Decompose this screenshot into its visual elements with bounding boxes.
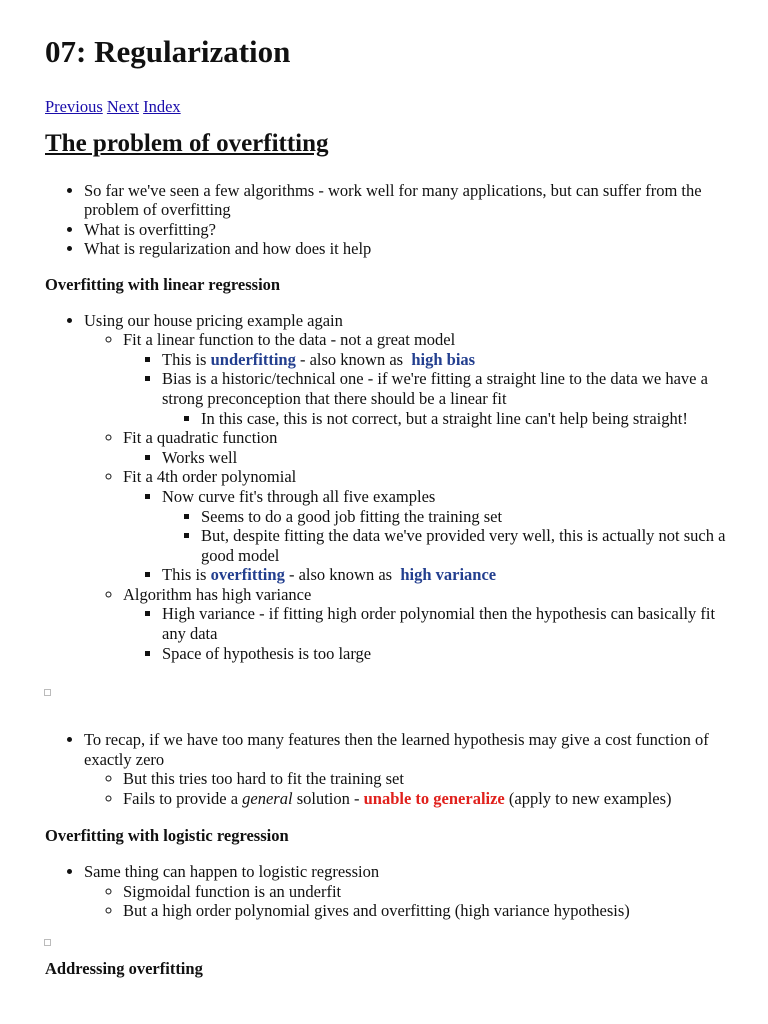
next-link[interactable]: Next <box>106 97 139 116</box>
index-link[interactable]: Index <box>143 97 181 116</box>
recap-list <box>45 730 735 808</box>
underfitting-term: underfitting <box>210 349 296 369</box>
list-item: ◦ Sigmoidal function is an underfit <box>123 882 735 902</box>
list-item: ▪ Seems to do a good job fitting the training set <box>201 507 735 527</box>
list-item <box>162 369 735 428</box>
heading-addressing-overfitting: Addressing overfitting <box>45 959 203 978</box>
list-item <box>123 330 735 428</box>
intro-list <box>45 181 735 259</box>
list-item <box>84 730 735 808</box>
linear-list <box>45 311 735 664</box>
item-text: Fit a linear function to the data - not a great model <box>123 330 456 350</box>
list-item: • So far we've seen a few algorithms - work well for many applications, but can suffer from the problem of overfitting <box>84 181 735 220</box>
list-item <box>123 789 735 809</box>
item-text: Using our house pricing example again <box>84 310 343 330</box>
list-item: ▪ Works well <box>162 448 735 468</box>
item-text: - also known as <box>288 565 393 585</box>
broken-image-1 <box>45 681 735 701</box>
previous-link[interactable]: Previous <box>45 97 103 116</box>
item-text: Bias is a historic/technical one - if we're fitting a straight line to the data we have a strong preconception that there should be a linear fit <box>162 369 708 408</box>
item-text: (apply to new examples) <box>508 789 672 809</box>
broken-image-2 <box>45 931 735 951</box>
page-navigation <box>45 97 735 117</box>
list-item <box>123 585 735 663</box>
overfitting-term: overfitting <box>210 565 285 585</box>
list-item <box>123 467 735 585</box>
item-text: Same thing can happen to logistic regression <box>84 862 380 882</box>
list-item <box>123 428 735 467</box>
list-item: • What is overfitting? <box>84 220 735 240</box>
list-item <box>84 311 735 664</box>
item-text: To recap, if we have too many features then the learned hypothesis may give a cost function of exactly zero <box>84 730 709 769</box>
heading-logistic-regression: Overfitting with logistic regression <box>45 825 289 845</box>
list-item <box>84 862 735 921</box>
list-item: ◦ But a high order polynomial gives and overfitting (high variance hypothesis) <box>123 901 735 921</box>
list-item <box>162 487 735 565</box>
page-title: 07: Regularization <box>45 34 291 69</box>
item-text: This is <box>162 349 207 369</box>
list-item: ◦ But this tries too hard to fit the training set <box>123 769 735 789</box>
list-item: ▪ Space of hypothesis is too large <box>162 644 735 664</box>
item-text: This is <box>162 565 207 585</box>
section-title: The problem of overfitting <box>45 129 329 157</box>
list-item: ▪ But, despite fitting the data we've provided very well, this is actually not such a good model <box>201 526 735 565</box>
broken-image-icon <box>44 689 51 696</box>
high-bias-term: high bias <box>411 349 476 369</box>
heading-linear-regression: Overfitting with linear regression <box>45 274 281 294</box>
list-item <box>162 350 735 370</box>
item-text: - also known as <box>299 349 404 369</box>
item-text: Fails to provide a <box>123 789 239 809</box>
list-item: ▪ In this case, this is not correct, but a straight line can't help being straight! <box>201 409 735 429</box>
unable-to-generalize-term: unable to generalize <box>363 789 505 809</box>
broken-image-icon <box>44 939 51 946</box>
item-text: Fit a quadratic function <box>123 428 278 448</box>
item-text: Now curve fit's through all five examples <box>162 486 436 506</box>
list-item <box>162 565 735 585</box>
high-variance-term: high variance <box>400 565 497 585</box>
item-text: solution - <box>296 789 360 809</box>
list-item: ▪ High variance - if fitting high order polynomial then the hypothesis can basically fit any data <box>162 604 735 643</box>
logistic-list <box>45 862 735 921</box>
general-emphasis: general <box>242 789 293 809</box>
item-text: Algorithm has high variance <box>123 584 312 604</box>
list-item: • What is regularization and how does it help <box>84 239 735 259</box>
item-text: Fit a 4th order polynomial <box>123 467 297 487</box>
